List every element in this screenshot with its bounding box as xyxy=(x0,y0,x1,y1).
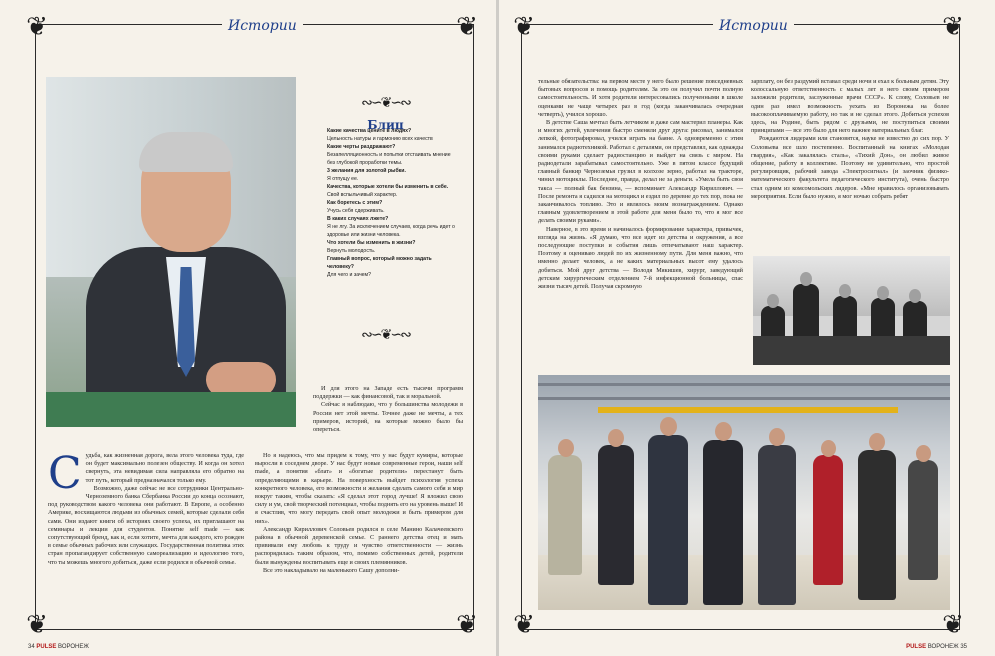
blitz-answer: Я не лгу. За исключением случаев, когда речь идет о здоровье или жизни человека. xyxy=(327,224,455,238)
section-title: Истории xyxy=(222,18,303,34)
blitz-answer: Учусь себя сдерживать. xyxy=(327,208,385,214)
paragraph: В детстве Саша мечтал быть летчиком и даже сам мастерил планеры. Как и многих детей, увлечения быстро сменяли друг друга: рисовал, занимался лепкой, фотографировал, учился играть на баяне. А одновременно с этим занимался радиотехникой. Работал с деталями, он представлял, как однажды своими руками сделает радиостанцию и выйдет на связь с миром. На радиодетали зарабатывал самостоятельно. Уже в пятом классе будущий главный банкир Черноземья грузил в колхозе зерно, работал на тракторе, чинил мотоциклы. Последнее, правда, делал не за деньги. «Умела быть своя тaкca — полный бак бензина, — вспоминает Александр Кириллович. — После ремонта я садился на мотоцикл и ездил по деревне до тех пор, пока не заканчивалось топливо. Это и являлось моим вознаграждением. Однако главным удовлетворением в этой работе для меня было то, что я мог все делать своими руками». xyxy=(538,119,743,225)
ornament-corner-icon: ❦ xyxy=(456,12,478,42)
blitz-question: Какие качества цените в людях? xyxy=(327,128,412,134)
paragraph: Но я надеюсь, что мы придем к тому, что у нас будут кумиры, которые выросли в соседнем дворе. У нас будут новые современные герои, наши self made, а понятия «блат» и «богатые родители» перестанут быть определяющими в карьере. На поверхность выйдет психология успеха конкретного человека, его возможности и желания сделать самого себя и мир вокруг таким, чтобы сказать: «Я сделал этот город лучше! Я вложил свою силу и ум, свой творческий потенциал, чтобы поднять его на уровень выше! И я счастлив, что могу передать свой опыт молодежи и быть примером для них». xyxy=(255,452,463,525)
brand-city: ВОРОНЕЖ xyxy=(58,644,89,650)
page-footer xyxy=(906,644,967,650)
page-footer xyxy=(28,644,89,650)
ornament-top-icon: ∾∽❦∽∾ xyxy=(361,95,410,111)
blitz-body xyxy=(327,127,455,279)
page-number: 35 xyxy=(960,644,967,650)
article-column xyxy=(48,448,244,567)
article-column xyxy=(751,78,949,201)
brand-city: ВОРОНЕЖ xyxy=(927,644,959,650)
paragraph: тельные обязательства: на первом месте у него было решение повседневных бытовых вопросов и помощь родителям. За это он получил почти полную самостоятельность. И хотя родители интересовались полученными в школе оценками не чаще четырех раз в год (когда заканчивалась очередная четверть), учился хорошо. xyxy=(538,78,743,118)
ornament-corner-icon: ❦ xyxy=(942,12,964,42)
ornament-corner-icon: ❦ xyxy=(513,12,535,42)
paragraph: И для этого на Западе есть тысячи программ поддержки — как финансовой, так и моральной. xyxy=(313,385,463,401)
paragraph: Все это накладывало на маленького Сашу дополни- xyxy=(263,566,400,574)
left-page xyxy=(0,0,496,656)
brand-name: PULSE xyxy=(36,644,57,650)
paragraph: Александр Кириллович Соловьев родился в селе Манино Калачеевского района в обычной деревенской семье. С раннего детства отец и мать прививали ему любовь к труду и чувство ответственности — жизнь распорядилась таким образом, что, помимо собственных детей, родители были вынуждены воспитывать еще и своих племянников. xyxy=(255,525,463,566)
factory-visit-photo xyxy=(538,375,950,610)
paragraph: зарплату, он без раздумий вставал среди ночи и ехал к больным детям. Эту колоссальную ответственность с малых лет в него своим примером заложили родители, заслуженные врачи СССР». К слову, Соловьев не один раз имел возможность уехать из Воронежа на более высокооплачиваемую работу, но так и не сделал этого. Добиться успехов здесь, на Родине, быть рядом с друзьями, не поступиться своими принципами — все это было для него важнее материальных благ. xyxy=(751,78,949,135)
ornament-corner-icon: ❦ xyxy=(513,610,535,640)
archive-meeting-photo xyxy=(753,256,950,365)
ornament-corner-icon: ❦ xyxy=(942,610,964,640)
ornament-corner-icon: ❦ xyxy=(456,610,478,640)
blitz-answer: Свой вспыльчивый характер. xyxy=(327,192,398,198)
blitz-question: 3 желания для золотой рыбки. xyxy=(327,168,406,174)
section-title: Истории xyxy=(713,18,794,34)
paragraph: удьба, как жизненная дорога, вела этого человека туда, где он будет максимально полезен обществу. И когда он хотел свернуть, эта невидимая сила направляла его обратно на тот путь, который предназначался только ему. xyxy=(85,452,244,484)
ornament-bottom-icon: ∾∽❦∽∾ xyxy=(361,327,410,343)
page-number: 34 xyxy=(28,644,35,650)
blitz-question: Какие черты раздражают? xyxy=(327,144,396,150)
blitz-answer: Цельность натуры и гармонию всех качеств xyxy=(327,136,433,142)
paragraph: Сейчас я наблюдаю, что у большинства молодежи в России нет этой мечты. Точнее даже не мечты, а тех примеров, историй, на которые можно было бы опереться. xyxy=(313,401,463,434)
article-column xyxy=(313,385,463,434)
article-column xyxy=(255,452,463,575)
blitz-question: Что хотели бы изменить в жизни? xyxy=(327,240,416,246)
paragraph: Наверное, в это время и начиналось формирование характера, привычек, взгляда на жизнь. «Я думаю, что все идет из детства и окружения, а все последующие поступки и события лишь отпечатывают наш характер. Поэтому я оцениваю людей по их жизненному пути. Для меня важно, что именно делает человек, а не каких материальных высот ему удалось добиться. Мой друг детства — Володя Мякишев, хирург, заведующий детским хирургическим отделением 7-й инфекционной больницы, спас жизни тысяч детей. Получая скромную xyxy=(538,225,743,291)
ornament-corner-icon: ❦ xyxy=(26,610,48,640)
dropcap: С xyxy=(48,448,82,499)
ornament-corner-icon: ❦ xyxy=(26,12,48,42)
article-column xyxy=(538,78,743,291)
blitz-title: Блиц xyxy=(367,118,404,132)
blitz-question: Качества, которые хотели бы изменить в себе. xyxy=(327,184,449,190)
blitz-question: В каких случаях лжете? xyxy=(327,216,389,222)
blitz-answer: Безапелляционность и попытки отстаивать мнение без глубокой проработки темы. xyxy=(327,152,451,166)
paragraph: Возможно, даже сейчас не все сотрудники Центрально-Черноземного банка Сбербанка России до конца осознают, под руководством какого человека они работают. В Европе, а особенно Америке, восхищаются людьми из обычных семей, которые сделали себя сами. Они издают книги об историях своего успеха, их приглашают на семинары и лекции для студентов. Понятие self made — как сопутствующий бренд, как и, если хотите, мечта для каждого, кто рожден в семье обычных рабочих или служащих. Государственная политика этих стран пропагандирует собственную самореализацию и идеологию того, что ты можешь многого добиться, даже если родился в обычной семье. xyxy=(48,484,244,566)
portrait-photo xyxy=(46,77,296,427)
blitz-box xyxy=(313,95,458,343)
paragraph: Рождаются лидерами или становятся, науке не известно до сих пор. У Соловьева все шло постепенно. Воспитанный на книгах «Молодая гвардия», «Как закалялась сталь», «Тихий Дон», он любил живое общение, работу в коллективе. Поэтому не удивительно, что простой регулировщик, рабочий завода «Электросигнал» (и заочник физико-математического факультета педагогического института), очень быстро стал одним из комсомольских лидеров. «Мне нравилось организовывать мероприятия. Если было нужно, я мог ночью собрать ребят xyxy=(751,135,949,200)
blitz-question: Как боретесь с этим? xyxy=(327,200,383,206)
blitz-answer: Для чего и зачем? xyxy=(327,272,372,278)
blitz-answer: Я отпущу ее. xyxy=(327,176,359,182)
blitz-answer: Вернуть молодость. xyxy=(327,248,376,254)
brand-name: PULSE xyxy=(906,644,927,650)
blitz-question: Главный вопрос, который можно задать человеку? xyxy=(327,256,432,270)
